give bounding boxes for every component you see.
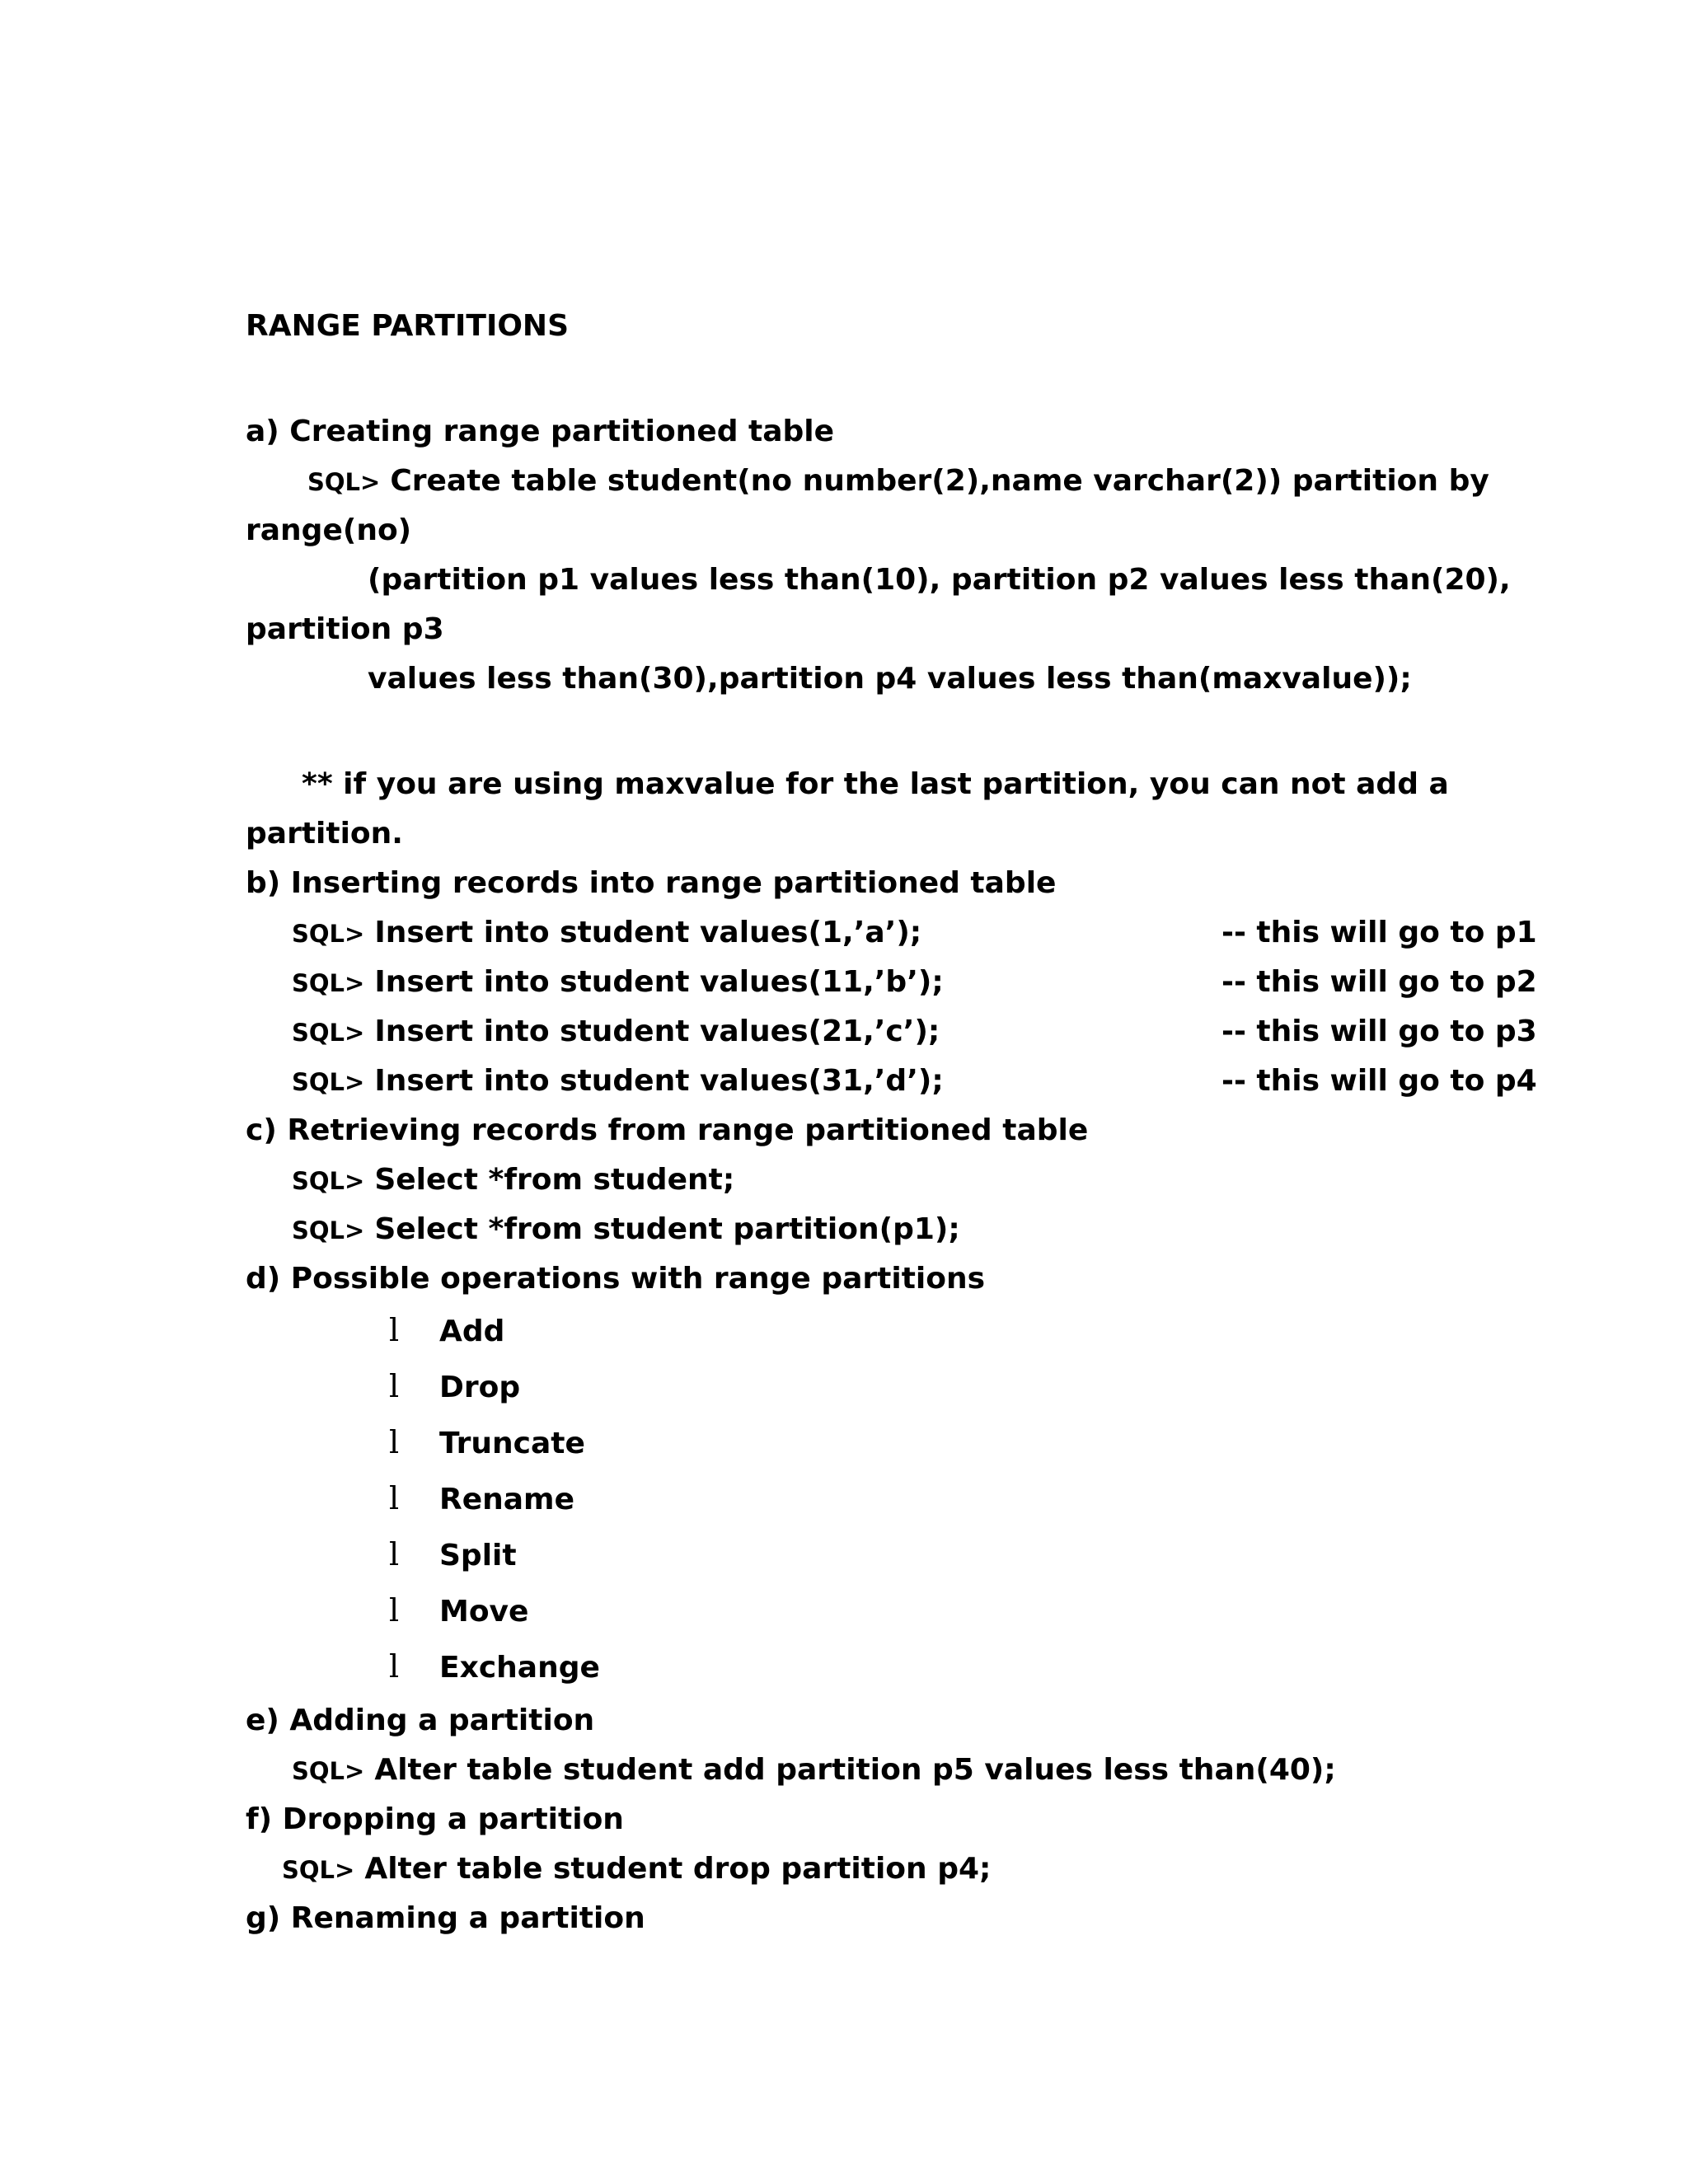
bullet-marker: l [389,1536,400,1572]
operation-item: Rename [439,1483,574,1516]
sql-comment: -- this will go to p2 [1221,965,1537,999]
section-d-heading: d) Possible operations with range partitions [246,1262,986,1296]
sql-line [292,1014,1537,1050]
sql-line [282,1851,991,1887]
operation-item: Move [439,1595,529,1629]
sql-statement: Alter table student add partition p5 values less than(40); [374,1753,1336,1787]
sql-prompt: SQL> [292,1019,365,1047]
sql-line [292,1162,734,1198]
sql-statement: Insert into student values(1,’a’); [374,916,922,949]
sql-comment: -- this will go to p4 [1221,1064,1537,1098]
bullet-marker: l [389,1312,400,1348]
sql-line [292,1212,960,1248]
bullet-marker: l [389,1592,400,1629]
sql-prompt: SQL> [292,1757,365,1785]
sql-statement: Insert into student values(21,’c’); [374,1015,940,1048]
operation-item: Add [439,1315,505,1348]
section-a-sql-continuation: values less than(30),partition p4 values less than(maxvalue)); [368,662,1412,696]
sql-statement: Alter table student drop partition p4; [364,1852,992,1886]
sql-statement: Select *from student partition(p1); [374,1212,960,1246]
operation-item: Truncate [439,1427,585,1460]
section-b-heading: b) Inserting records into range partitioned table [246,866,1057,900]
bullet-marker: l [389,1648,400,1685]
operation-item: Drop [439,1371,521,1404]
operation-item: Exchange [439,1651,600,1685]
sql-comment: -- this will go to p1 [1221,916,1537,949]
operation-item: Split [439,1539,517,1572]
bullet-marker: l [389,1424,400,1460]
section-f-heading: f) Dropping a partition [246,1802,624,1836]
sql-statement: Insert into student values(31,’d’); [374,1064,944,1098]
section-c-heading: c) Retrieving records from range partitioned table [246,1113,1089,1147]
sql-prompt: SQL> [292,1068,365,1096]
sql-statement: Create table student(no number(2),name varchar(2)) partition by [390,464,1489,498]
sql-statement: Select *from student; [374,1163,735,1197]
sql-comment: -- this will go to p3 [1221,1015,1537,1048]
sql-prompt: SQL> [292,969,365,997]
section-a-note-continuation: partition. [246,817,403,851]
sql-line [292,915,1537,951]
bullet-marker: l [389,1368,400,1404]
section-e-heading: e) Adding a partition [246,1704,595,1737]
sql-prompt: SQL> [292,1167,365,1195]
sql-line [292,1752,1336,1788]
section-g-heading: g) Renaming a partition [246,1901,645,1935]
sql-prompt: SQL> [282,1856,355,1884]
bullet-marker: l [389,1480,400,1516]
sql-prompt: SQL> [292,1216,365,1244]
sql-prompt: SQL> [307,468,381,496]
page-title: RANGE PARTITIONS [246,309,569,343]
section-a-sql-line [307,463,1489,499]
section-a-sql-continuation: range(no) [246,513,412,547]
section-a-sql-continuation: partition p3 [246,612,444,646]
section-a-sql-continuation: (partition p1 values less than(10), partition p2 values less than(20), [368,563,1511,597]
sql-line [292,1063,1537,1099]
sql-line [292,964,1537,1001]
sql-statement: Insert into student values(11,’b’); [374,965,944,999]
sql-prompt: SQL> [292,920,365,948]
section-a-note: ** if you are using maxvalue for the last partition, you can not add a [302,767,1449,801]
section-a-heading: a) Creating range partitioned table [246,415,835,448]
